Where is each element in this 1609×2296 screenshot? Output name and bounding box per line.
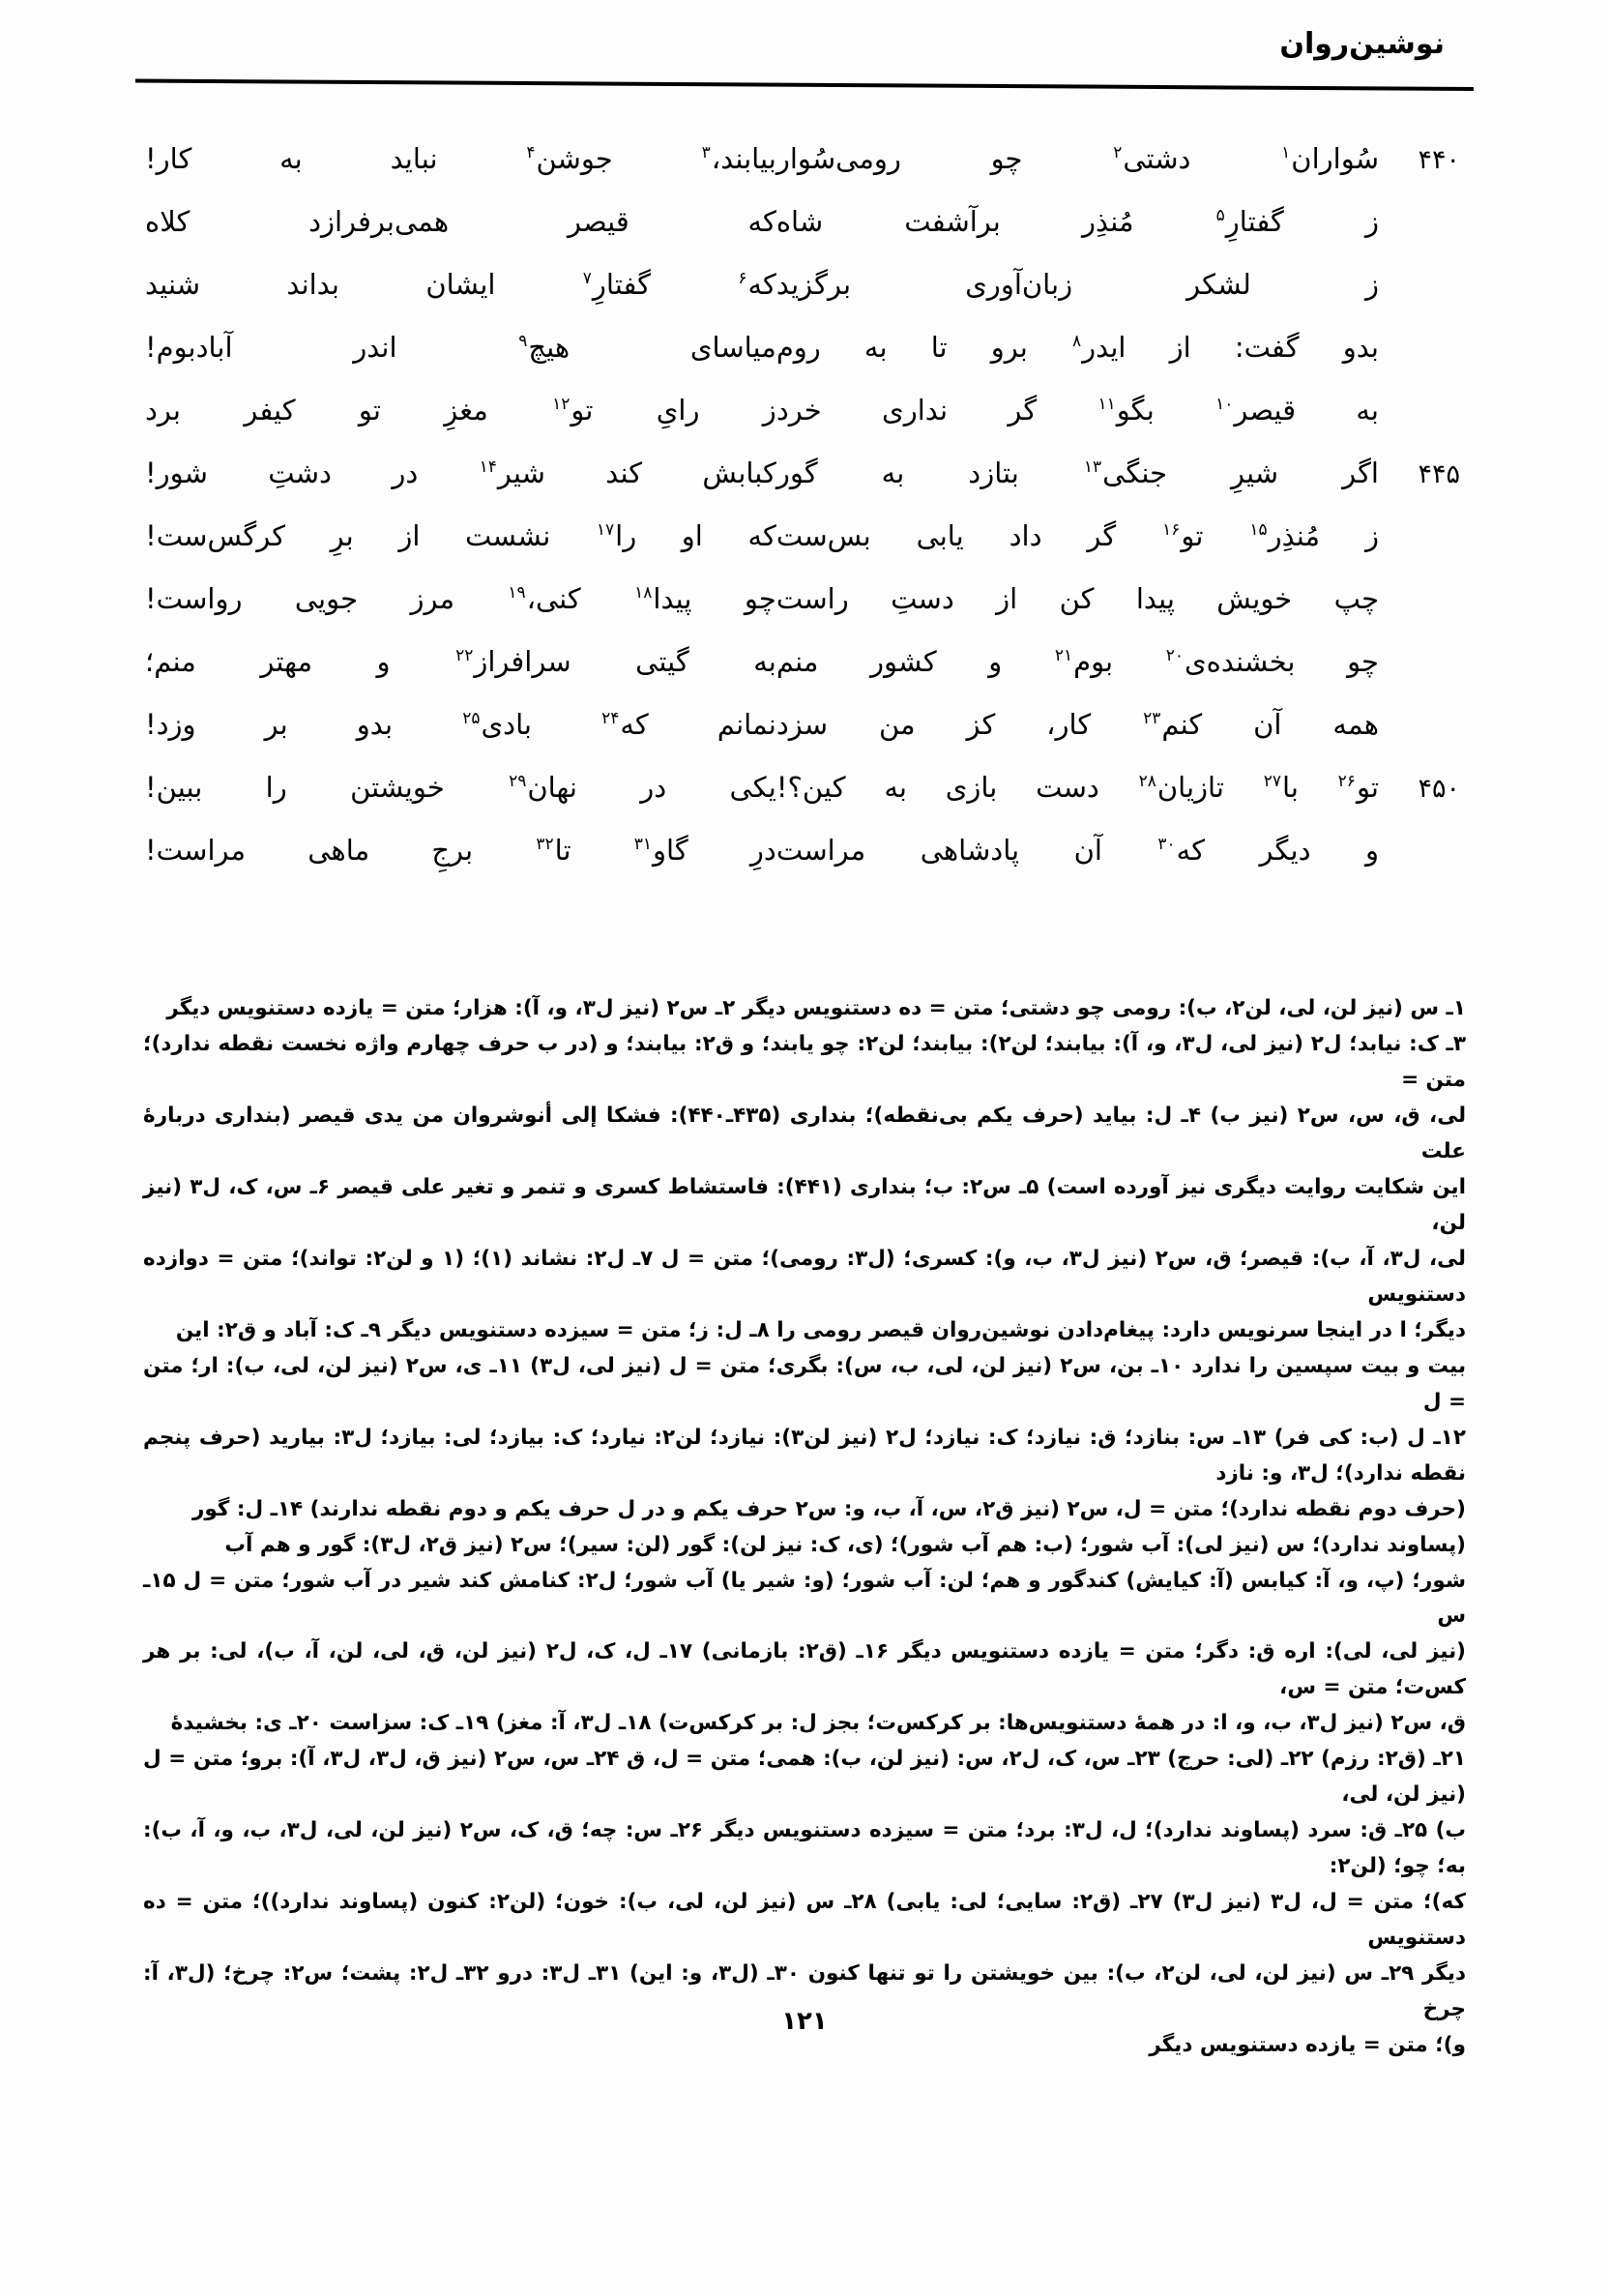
verse-word: به	[753, 645, 776, 678]
verse-word: قیصر$^{۱۰}$	[1215, 394, 1297, 427]
hemistich-left	[145, 771, 776, 804]
apparatus-note-marker: ۱۶	[1162, 520, 1181, 541]
verse-word: گفتارِ$^۷$	[582, 268, 651, 301]
hemistich-right	[775, 771, 1464, 804]
verse-word: همی‌برفرازد	[308, 205, 450, 238]
verse-word: تو$^{۲۶}$	[1337, 771, 1379, 804]
apparatus-entry: (نیز لی، لی): اره ق: دگر؛ متن = یازده دستنویس دیگر ۱۶ـ (ق۲: بازمانی) ۱۷ـ ل، ک، ل۲ (نیز لن، ق، لی، لن، آ، ب)، لی: بر هر کس‌ت؛ متن = س،	[143, 1639, 1466, 1700]
hemistich-right	[775, 582, 1464, 615]
verse-line	[145, 205, 1464, 271]
verse-word: کز	[966, 708, 996, 741]
hemistich-left	[145, 456, 776, 489]
hemistich-left	[145, 645, 776, 678]
verse-word: گفت:	[1234, 331, 1300, 364]
verse-word: رایِ	[656, 394, 700, 427]
apparatus-note-marker: ۲۶	[1337, 772, 1356, 792]
verse-word: شیر$^{۱۴}$	[479, 456, 545, 489]
hemistich-right	[775, 394, 1464, 427]
verse-word: بوم$^{۲۱}$	[1054, 645, 1114, 678]
verse-word: کلاه	[145, 205, 190, 238]
apparatus-note-marker: ۲۷	[1263, 772, 1281, 792]
verse-word: ز	[1364, 519, 1379, 552]
verse-word: چو	[990, 142, 1023, 175]
apparatus-note-marker: ۱۲	[552, 395, 570, 415]
hemistich-left	[145, 331, 776, 364]
verse-line	[145, 394, 1464, 459]
verse-word: کند	[605, 456, 643, 489]
verse-word: شیرِ	[1231, 456, 1279, 489]
verse-word: مراست	[775, 834, 866, 867]
verse-word: دیگر	[1259, 834, 1311, 867]
verse-word: کین؟!	[775, 771, 846, 804]
verse-word: از	[1169, 331, 1191, 364]
verse-word: گر	[1008, 394, 1038, 427]
verse-word: بر	[264, 708, 288, 741]
hemistich-right	[775, 331, 1464, 364]
verse-word: مغزِ	[444, 394, 488, 427]
verse-word: تا	[930, 331, 948, 364]
verse-word: را$^{۱۷}$	[596, 519, 637, 552]
apparatus-entry: ۲۱ـ (ق۲: رزم) ۲۲ـ (لی: حرج) ۲۳ـ س، ک، ل۲، س: (نیز لن، ب): همی؛ متن = ل، ق ۲۴ـ س، س۲ (نیز ق، ل۳، ل۳، آ): برو؛ متن = ل (نیز لن، لی،	[143, 1747, 1467, 1808]
verse-word: رواست!	[145, 582, 243, 615]
hemistich-left	[145, 834, 776, 867]
verse-word: از	[398, 519, 421, 552]
apparatus-note-marker: ۱۰	[1215, 395, 1234, 415]
verse-word: که	[747, 205, 776, 238]
verse-word: پیدا	[1135, 582, 1175, 615]
apparatus-note-marker: ۳۱	[633, 835, 653, 855]
verse-word: جنگی$^{۱۳}$	[1083, 456, 1168, 489]
verse-word: بداند	[286, 268, 340, 301]
hemistich-left	[145, 142, 776, 175]
apparatus-entry: ق، س۲ (نیز ل۳، ب، و، ا: در همهٔ دستنویس‌ها: بر کرکس‌ت؛ بجز ل: بر کرکس‌ت) ۱۸ـ ل۳، آ: مغز) ۱۹ـ ک: سزاست ۲۰ـ ی: بخشیدهٔ	[170, 1711, 1466, 1736]
apparatus-note-marker: ۲۳	[1143, 709, 1161, 729]
verse-number: ۴۴۵	[1418, 459, 1460, 489]
verse-word: و	[988, 645, 1003, 678]
apparatus-note-marker: ۳۲	[536, 835, 554, 855]
verse-word: زبان‌آوری	[965, 268, 1073, 301]
verse-word: به	[1356, 394, 1379, 427]
apparatus-note-marker: ۱۴	[479, 457, 497, 478]
apparatus-entry: بیت و بیت سپسین را ندارد ۱۰ـ بن، س۲ (نیز لن، لی، ب، س): بگری؛ متن = ل (نیز لی، ل۳) ۱۱ـ ی، س۲ (نیز لن، لی، ب): ار؛ متن = ل	[143, 1353, 1467, 1414]
verse-word: دست	[1036, 771, 1099, 804]
apparatus-entry: شور؛ (پ، و، آ: کیابس (آ: کیایش) کندگور و هم؛ لن: آب شور؛ (و: شیر یا) آب شور؛ ل۲: کنامش کند شیر در آب شور؛ متن = ل ۱۵ـ س	[143, 1568, 1467, 1629]
hemistich-left	[145, 519, 776, 552]
verse-word: مهتر	[260, 645, 312, 678]
apparatus-note-marker: ۱۵	[1249, 520, 1268, 541]
verse-word: جویی	[294, 582, 359, 615]
verse-word: تو$^{۱۶}$	[1162, 519, 1204, 552]
verse-word: به	[863, 331, 888, 364]
verse-word: بدو	[356, 708, 394, 741]
verse-line	[145, 268, 1464, 334]
verse-word: بیابند،$^۳$	[701, 142, 776, 175]
hemistich-right	[775, 708, 1464, 741]
apparatus-note-marker: ۶	[738, 269, 747, 289]
verse-word: که$^۶$	[738, 268, 776, 301]
apparatus-note-marker: ۴	[526, 143, 536, 163]
verse-word: تو$^{۱۲}$	[552, 394, 594, 427]
hemistich-right	[775, 519, 1464, 552]
verse-word: میاسای	[689, 331, 776, 364]
verse-number: ۴۴۰	[1418, 145, 1460, 175]
verse-word: من	[878, 708, 916, 741]
apparatus-note-marker: ۷	[582, 269, 592, 289]
apparatus-note-marker: ۱	[1281, 143, 1291, 163]
hemistich-right	[775, 268, 1464, 301]
verse-word: برِ	[330, 519, 354, 552]
page-number: ۱۲۱	[781, 2007, 828, 2036]
apparatus-entry: دیگر ۲۹ـ س (نیز لن، لی، لن۲، ب): بین خویشتن را تو تنها کنون ۳۰ـ (ل۳، و: این) ۳۱ـ ل۳: درو ۳۲ـ ل۲: پشت؛ س۲: چرخ؛ (ل۳، آ: چرخ	[143, 1961, 1466, 2022]
verse-word: وزد!	[145, 708, 196, 741]
apparatus-entry: و)؛ متن = یازده دستنویس دیگر	[1149, 2033, 1466, 2058]
verse-word: کنی،$^{۱۹}$	[508, 582, 581, 615]
verse-word: نباید	[390, 142, 438, 175]
verse-word: اگر	[1342, 456, 1379, 489]
header-rule	[135, 79, 1474, 91]
verse-word: تو	[358, 394, 381, 427]
verse-word: او	[681, 519, 703, 552]
verse-word: با$^{۲۷}$	[1263, 771, 1299, 804]
verse-line	[145, 771, 1464, 837]
verse-word: شنید	[145, 268, 201, 301]
verse-word: شاه	[775, 205, 824, 238]
verse-line	[145, 582, 1464, 648]
apparatus-entry: دیگر؛ ا در اینجا سرنویس دارد: پیغام‌دادن نوشین‌روان قیصر رومی را ۸ـ ل: ز؛ متن = سیزده دستنویس دیگر ۹ـ ک: آباد و ق۲: این	[175, 1317, 1466, 1342]
hemistich-left	[145, 268, 776, 301]
apparatus-note-marker: ۵	[1215, 206, 1225, 226]
verse-word: گور	[775, 456, 818, 489]
apparatus-entry: (پساوند ندارد)؛ س (نیز لی): آب شور؛ (ب: هم آب شور)؛ (ی، ک: نیز لن): گور (لن: سیر)؛ س۲ (نیز ق۲، ل۳): گور و هم آب	[224, 1532, 1466, 1557]
hemistich-right	[775, 834, 1464, 867]
verse-word: ایدر$^۸$	[1071, 331, 1126, 364]
verse-word: چو	[744, 582, 776, 615]
verse-word: چپ	[1333, 582, 1379, 615]
verse-word: منم؛	[145, 645, 196, 678]
apparatus-entry: (حرف دوم نقطه ندارد)؛ متن = ل، س۲ (نیز ق۲، س، آ، ب، و: س۲ حرف یکم و در ل حرف یکم و دوم نقطه ندارند) ۱۴ـ ل: گور	[192, 1496, 1466, 1521]
apparatus-note-marker: ۱۱	[1097, 395, 1116, 415]
verse-word: آبادبوم!	[145, 331, 233, 364]
apparatus-entry: ۱۲ـ ل (ب: کی فر) ۱۳ـ س: بنازد؛ ق: نیازد؛ ک: نیازد؛ ل۲ (نیز لن۳): نیازد؛ لن۲: نیارد؛ ک: بیازد؛ لی: بیازد؛ ل۳: بیارید (حرف پنجم نقطه ندارد)؛ ل۳، و: نازد	[143, 1425, 1466, 1486]
verse-word: دشتِ	[268, 456, 332, 489]
verse-word: اندر	[353, 331, 397, 364]
verse-word: تا$^{۳۲}$	[536, 834, 571, 867]
verse-line	[145, 519, 1464, 585]
verse-word: ز	[1364, 268, 1379, 301]
verse-word: برگزید	[775, 268, 852, 301]
verse-word: روم	[775, 331, 821, 364]
verse-word: کار!	[145, 142, 192, 175]
verse-word: را	[265, 771, 287, 804]
verse-word: برآشفت	[904, 205, 1001, 238]
verse-word: بگو$^{۱۱}$	[1097, 394, 1155, 427]
apparatus-note-marker: ۱۸	[634, 583, 653, 603]
verse-word: نهان$^{۲۹}$	[509, 771, 577, 804]
verse-word: در	[392, 456, 419, 489]
verse-word: جوشن$^۴$	[526, 142, 613, 175]
verse-word: گیتی	[635, 645, 689, 678]
verse-word: بدو	[1342, 331, 1379, 364]
verse-number: ۴۵۰	[1418, 774, 1460, 804]
verse-word: تازیان$^{۲۸}$	[1138, 771, 1224, 804]
verse-word: که$^{۲۴}$	[601, 708, 649, 741]
apparatus-entry: این شکایت روایت دیگری نیز آورده است) ۵ـ س۲: ب؛ بنداری (۴۴۱): فاستشاط کسری و تنمر و تغیر علی قیصر ۶ـ س، ک، ل۳ (نیز لن،	[143, 1174, 1466, 1235]
verse-word: منم	[775, 645, 819, 678]
apparatus-note-marker: ۲۰	[1165, 646, 1184, 666]
verse-word: بخشنده‌ی$^{۲۰}$	[1165, 645, 1296, 678]
verse-word: سرافراز$^{۲۲}$	[455, 645, 571, 678]
verse-word: که	[747, 519, 776, 552]
verse-word: قیصر	[567, 205, 629, 238]
running-head	[135, 27, 1474, 85]
apparatus-note-marker: ۲۹	[509, 772, 527, 792]
verse-word: گاو$^{۳۱}$	[633, 834, 688, 867]
verse-word: خویشتن	[350, 771, 445, 804]
apparatus-entry: ۳ـ ک: نیابد؛ ل۲ (نیز لی، ل۳، و، آ): بیابند؛ لن۲): بیابند؛ لن۲: چو یابند؛ و ق۲: بیابند؛ و (در ب حرف چهارم واژه نخست نقطه ندارد)؛ متن =	[143, 1031, 1466, 1092]
apparatus-note-marker: ۱۷	[596, 520, 615, 541]
verse-word: که$^{۳۰}$	[1157, 834, 1206, 867]
verse-word: همه	[1332, 708, 1379, 741]
verse-word: درِ	[749, 834, 776, 867]
verse-word: یکی	[729, 771, 776, 804]
verse-word: کشور	[870, 645, 937, 678]
verse-word: چو	[1347, 645, 1379, 678]
apparatus-note-marker: ۲۴	[601, 709, 620, 729]
apparatus-note-marker: ۲	[1113, 143, 1123, 163]
hemistich-right	[775, 456, 1464, 489]
apparatus-entry: لی، ل۳، آ، ب): قیصر؛ ق، س۲ (نیز ل۳، ب، و): کسری؛ (ل۳: رومی)؛ متن = ل ۷ـ ل۲: نشاند (۱)؛ (۱ و لن۲: تواند)؛ متن = دوازده دستنویس	[143, 1246, 1466, 1307]
verse-word: به	[279, 142, 303, 175]
verse-line	[145, 645, 1464, 711]
verse-word: مُنذِر	[1082, 205, 1134, 238]
verse-word: برو	[990, 331, 1028, 364]
verse-word: مرز	[410, 582, 454, 615]
hemistich-left	[145, 582, 776, 615]
verse-block	[145, 142, 1464, 899]
verse-word: به	[884, 771, 907, 804]
apparatus-note-marker: ۲۸	[1138, 772, 1156, 792]
verse-word: در	[640, 771, 667, 804]
verse-word: پادشاهی	[920, 834, 1020, 867]
verse-word: بس‌ست	[775, 519, 871, 552]
verse-word: بادی$^{۲۵}$	[462, 708, 532, 741]
verse-word: کبابش	[702, 456, 776, 489]
critical-apparatus	[143, 991, 1466, 2064]
apparatus-note-marker: ۳	[701, 143, 711, 163]
verse-word: خویش	[1216, 582, 1293, 615]
verse-word: کرگس‌ست!	[145, 519, 286, 552]
apparatus-note-marker: ۲۵	[462, 709, 481, 729]
apparatus-entry: ب) ۲۵ـ ق: سرد (پساوند ندارد)؛ ل، ل۳: برد؛ متن = سیزده دستنویس دیگر ۲۶ـ س: چه؛ ق، ک، س۲ (نیز لن، لی، ل۳، ب، و، آ، ب): به؛ چو؛ (لن۲:	[143, 1818, 1467, 1879]
verse-line	[145, 834, 1464, 899]
apparatus-note-marker: ۱۳	[1083, 457, 1102, 478]
verse-word: ز	[762, 394, 776, 427]
apparatus-note-marker: ۹	[518, 332, 528, 352]
verse-line	[145, 456, 1464, 522]
apparatus-note-marker: ۳۰	[1157, 835, 1176, 855]
verse-line	[145, 142, 1464, 208]
verse-word: و	[1364, 834, 1379, 867]
verse-word: ز	[1364, 205, 1379, 238]
verse-word: نداری	[882, 394, 949, 427]
verse-word: شور!	[145, 456, 208, 489]
hemistich-left	[145, 205, 776, 238]
verse-word: سزد	[775, 708, 829, 741]
verse-word: مراست!	[145, 834, 247, 867]
verse-word: دستِ	[891, 582, 954, 615]
hemistich-left	[145, 394, 776, 427]
apparatus-entry: که)؛ متن = ل، ل۳ (نیز ل۳) ۲۷ـ (ق۲: سایی؛ لی: یابی) ۲۸ـ س (نیز لن، لی، ب): خون؛ (لن۲: کنون (پساوند ندارد))؛ متن = ده دستنویس	[143, 1890, 1466, 1951]
verse-word: هیچ$^۹$	[518, 331, 570, 364]
verse-word: بتازد	[968, 456, 1019, 489]
verse-word: کنم$^{۲۳}$	[1143, 708, 1203, 741]
verse-word: دشتی$^۲$	[1113, 142, 1191, 175]
verse-word: بازی	[945, 771, 998, 804]
verse-word: داد	[1009, 519, 1042, 552]
apparatus-entry: ۱ـ س (نیز لن، لی، لن۲، ب): رومی چو دشتی؛ متن = ده دستنویس دیگر ۲ـ س۲ (نیز ل۳، و، آ): هزار؛ متن = یازده دستنویس دیگر	[166, 996, 1466, 1020]
verse-word: گر	[1087, 519, 1117, 552]
verse-word: و	[376, 645, 391, 678]
verse-word: مُنذِر$^{۱۵}$	[1249, 519, 1321, 552]
verse-word: گفتارِ$^۵$	[1215, 205, 1284, 238]
verse-word: کار،	[1046, 708, 1092, 741]
verse-word: راست	[775, 582, 849, 615]
hemistich-left	[145, 708, 776, 741]
verse-word: آن	[1253, 708, 1282, 741]
hemistich-right	[775, 142, 1464, 175]
verse-line	[145, 708, 1464, 774]
verse-word: برد	[145, 394, 181, 427]
hemistich-right	[775, 205, 1464, 238]
verse-word: برجِ	[431, 834, 474, 867]
apparatus-entry: لی، ق، س، س۲ (نیز ب) ۴ـ ل: بیاید (حرف یکم بی‌نقطه)؛ بنداری (۴۳۵ـ۴۴۰): فشکا إلی أنوشروان من یدی قیصر (بنداری دربارهٔ علت	[143, 1103, 1467, 1163]
verse-word: آن	[1073, 834, 1102, 867]
apparatus-note-marker: ۱۹	[508, 583, 526, 603]
verse-word: سُواران$^۱$	[1281, 142, 1379, 175]
verse-word: رومی‌سُوار	[775, 142, 901, 175]
verse-word: ایشان	[425, 268, 496, 301]
apparatus-note-marker: ۲۱	[1054, 646, 1073, 666]
verse-word: یابی	[916, 519, 964, 552]
verse-word: پیدا$^{۱۸}$	[634, 582, 692, 615]
hemistich-right	[775, 645, 1464, 678]
verse-word: کن	[1059, 582, 1095, 615]
verse-word: لشکر	[1186, 268, 1251, 301]
verse-word: نشست	[464, 519, 551, 552]
apparatus-note-marker: ۲۲	[455, 646, 474, 666]
verse-word: از	[996, 582, 1018, 615]
verse-line	[145, 331, 1464, 397]
verse-word: ببین!	[145, 771, 203, 804]
verse-word: نمانم	[717, 708, 776, 741]
verse-word: به	[881, 456, 905, 489]
verse-word: خرد	[775, 394, 822, 427]
apparatus-note-marker: ۸	[1071, 332, 1082, 352]
running-head-title: نوشین‌روان	[1279, 27, 1445, 61]
verse-word: ماهی	[307, 834, 370, 867]
verse-word: کیفر	[244, 394, 296, 427]
